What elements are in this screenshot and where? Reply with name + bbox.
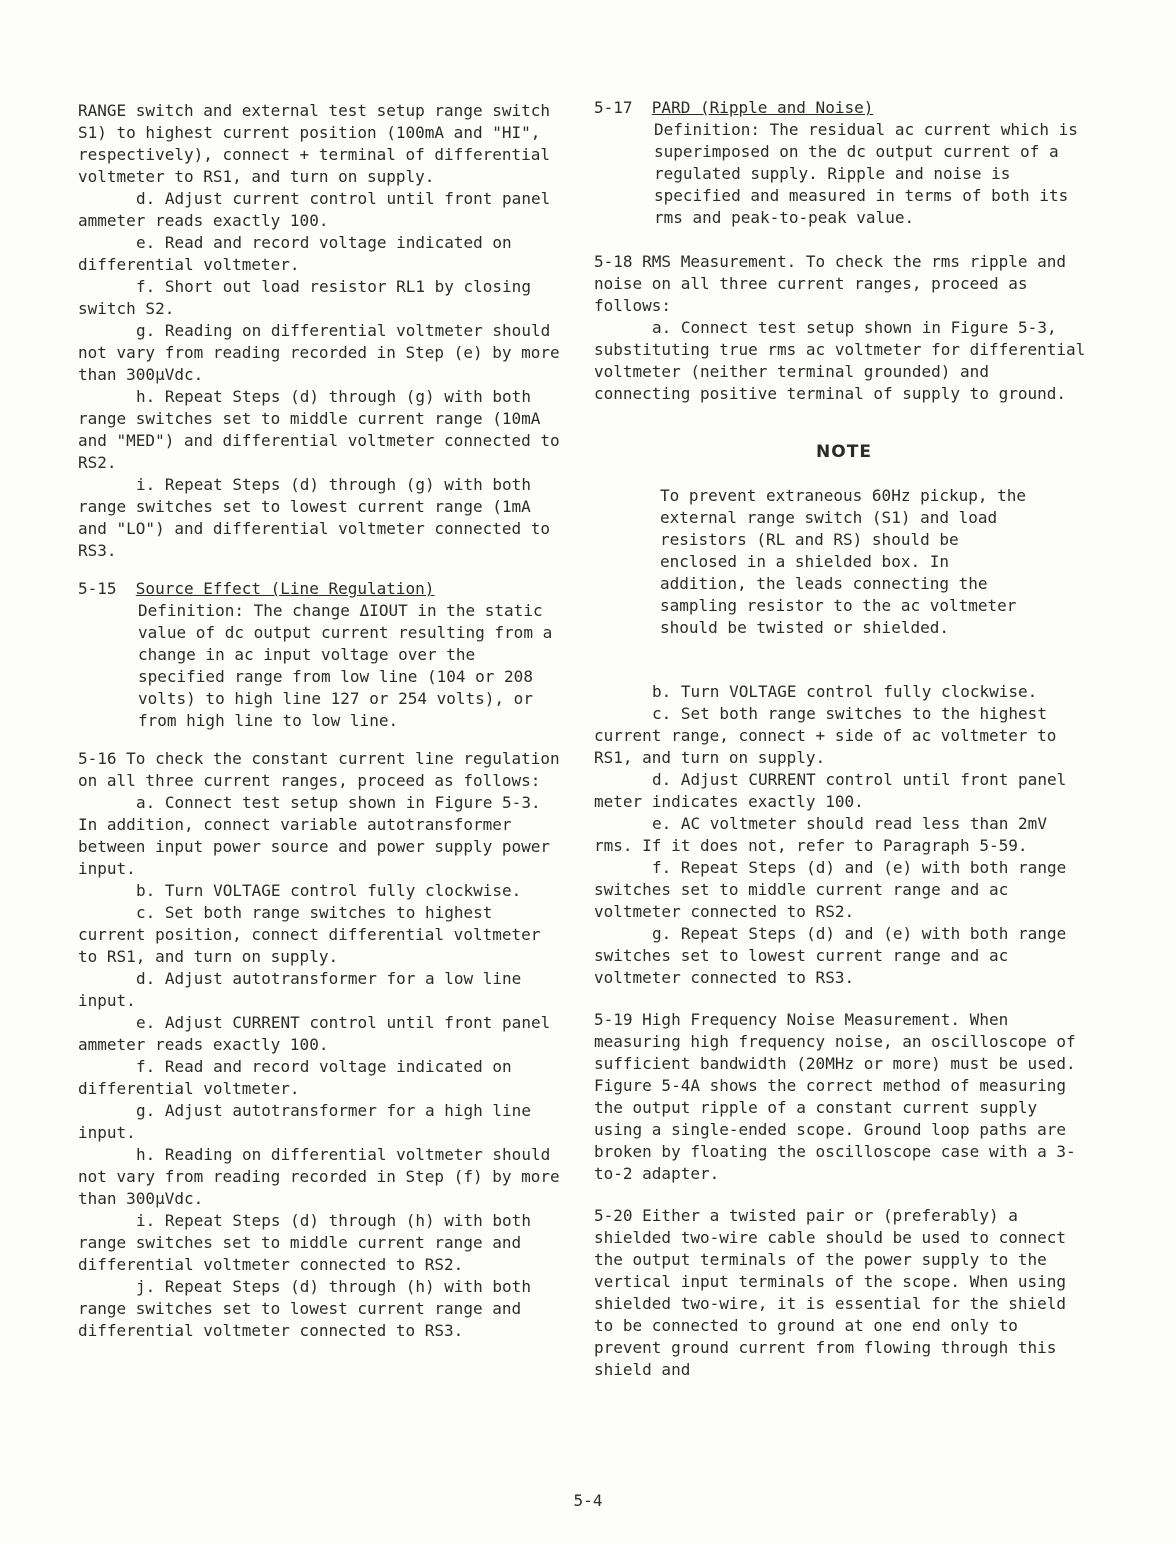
step-f: f. Read and record voltage indicated on differential voltmeter. <box>78 1057 512 1098</box>
section-5-16 <box>78 748 566 1342</box>
right-column <box>594 97 1094 1381</box>
step-d: d. Adjust current control until front panel ammeter reads exactly 100. <box>78 189 551 230</box>
step-i: i. Repeat Steps (d) through (h) with both range switches set to middle current range and differential voltmeter connected to RS2. <box>78 1211 531 1274</box>
step-e: e. Adjust CURRENT control until front panel ammeter reads exactly 100. <box>78 1013 551 1054</box>
step-f: f. Short out load resistor RL1 by closing switch S2. <box>78 277 531 318</box>
section-definition: Definition: The change ΔIOUT in the static value of dc output current resulting from a change in ac input voltage over the specified range from low line (104 or 208 volts) to high line 127 or 254 volts), or from high line to low line. <box>138 601 553 730</box>
step-a: a. Connect test setup shown in Figure 5-3. In addition, connect variable autotransformer between input power source and power supply power input. <box>78 793 551 878</box>
step-f: f. Repeat Steps (d) and (e) with both range switches set to middle current range and ac voltmeter connected to RS2. <box>594 858 1067 921</box>
step-j: j. Repeat Steps (d) through (h) with both range switches set to lowest current range and differential voltmeter connected to RS3. <box>78 1277 531 1340</box>
section-number: 5-15 <box>78 579 117 598</box>
step-d: d. Adjust autotransformer for a low line input. <box>78 969 522 1010</box>
section-5-19: 5-19 High Frequency Noise Measurement. When measuring high frequency noise, an oscilloscope of sufficient bandwidth (20MHz or more) must be used. Figure 5-4A shows the correct method of measuring the output ripple of a constant current supply using a single-ended scope. Ground loop paths are broken by floating the oscilloscope case with a 3-to-2 adapter. <box>594 1010 1076 1183</box>
note-box <box>594 441 1094 639</box>
step-h: h. Repeat Steps (d) through (g) with both range switches set to middle current range (10mA and "MED") and differential voltmeter connected to RS2. <box>78 387 560 472</box>
note-text: To prevent extraneous 60Hz pickup, the external range switch (S1) and load resistors (RL and RS) should be enclosed in a shielded box. In addition, the leads connecting the sampling resistor to the ac voltmeter should be twisted or shielded. <box>660 486 1027 637</box>
step-g: g. Adjust autotransformer for a high line input. <box>78 1101 531 1142</box>
section-5-15 <box>78 578 566 732</box>
section-definition: Definition: The residual ac current which is superimposed on the dc output current of a regulated supply. Ripple and noise is specified and measured in terms of both its rms and peak-to-peak value. <box>654 120 1078 227</box>
step-h: h. Reading on differential voltmeter should not vary from reading recorded in Step (f) by more than 300μVdc. <box>78 1145 560 1208</box>
step-i: i. Repeat Steps (d) through (g) with both range switches set to lowest current range (1mA and "LO") and differential voltmeter connected to RS3. <box>78 475 551 560</box>
page-number: 5-4 <box>573 1491 603 1510</box>
section-number: 5-17 <box>594 98 633 117</box>
paragraph-range-switch: RANGE switch and external test setup range switch S1) to highest current position (100mA and "HI", respectively), connect + terminal of differential voltmeter to RS1, and turn on supply. <box>78 101 551 186</box>
step-c: c. Set both range switches to highest current position, connect differential voltmeter to RS1, and turn on supply. <box>78 903 541 966</box>
section-title: Source Effect (Line Regulation) <box>135 579 435 598</box>
section-title: PARD (Ripple and Noise) <box>651 98 874 117</box>
step-a: a. Connect test setup shown in Figure 5-3, substituting true rms ac voltmeter for differential voltmeter (neither terminal grounded) and connecting positive terminal of supply to ground. <box>594 318 1086 403</box>
section-lead: 5-18 RMS Measurement. To check the rms ripple and noise on all three current ranges, proceed as follows: <box>594 252 1067 315</box>
section-5-18 <box>594 251 1094 405</box>
section-lead: 5-16 To check the constant current line regulation on all three current ranges, proceed as follows: <box>78 749 560 790</box>
step-c: c. Set both range switches to the highest current range, connect + side of ac voltmeter to RS1, and turn on supply. <box>594 704 1057 767</box>
left-column <box>78 100 566 1342</box>
step-e: e. Read and record voltage indicated on differential voltmeter. <box>78 233 512 274</box>
note-title: NOTE <box>816 442 872 462</box>
step-e: e. AC voltmeter should read less than 2mV rms. If it does not, refer to Paragraph 5-59. <box>594 814 1047 855</box>
section-5-17 <box>594 97 1094 229</box>
step-g: g. Repeat Steps (d) and (e) with both range switches set to lowest current range and ac voltmeter connected to RS3. <box>594 924 1067 987</box>
step-b: b. Turn VOLTAGE control fully clockwise. <box>652 682 1038 701</box>
step-b: b. Turn VOLTAGE control fully clockwise. <box>136 881 522 900</box>
section-5-18-steps <box>594 681 1094 989</box>
step-d: d. Adjust CURRENT control until front panel meter indicates exactly 100. <box>594 770 1067 811</box>
step-g: g. Reading on differential voltmeter should not vary from reading recorded in Step (e) by more than 300μVdc. <box>78 321 560 384</box>
section-5-20: 5-20 Either a twisted pair or (preferably) a shielded two-wire cable should be used to connect the output terminals of the power supply to the vertical input terminals of the scope. When using shielded two-wire, it is essential for the shield to be connected to ground at one end only to prevent ground current from flowing through this shield and <box>594 1206 1067 1379</box>
